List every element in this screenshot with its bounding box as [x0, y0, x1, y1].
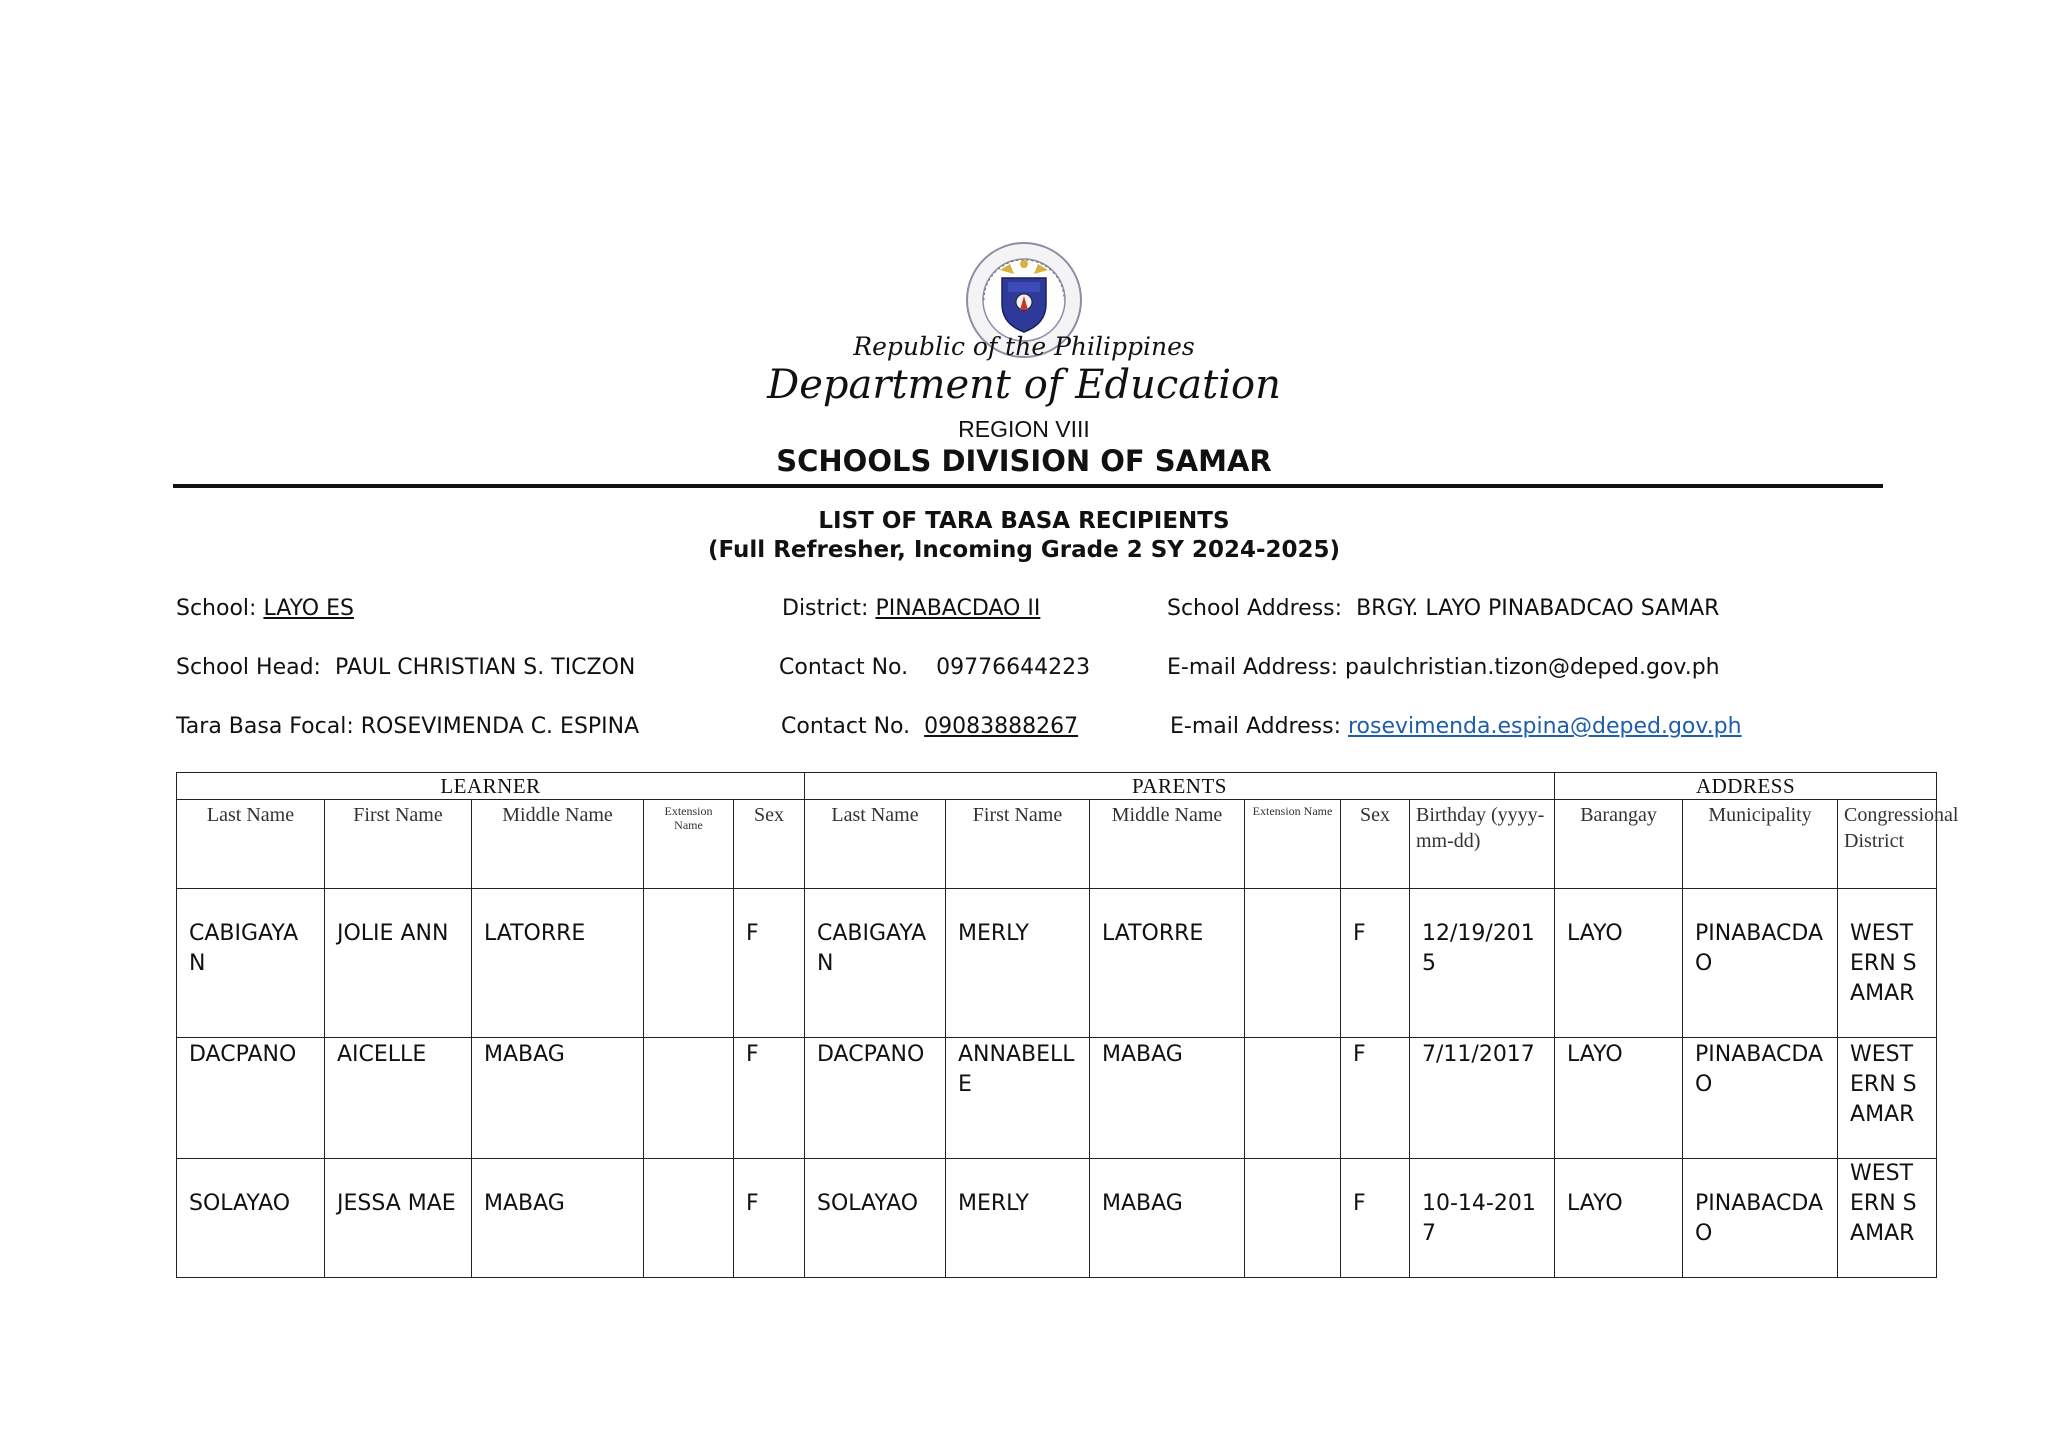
head-contact-label: Contact No. [779, 655, 909, 680]
table-row [177, 1159, 1937, 1278]
focal-email-field [1170, 714, 1742, 739]
learner-group-header: LEARNER [177, 773, 805, 800]
head-email-value: paulchristian.tizon@deped.gov.ph [1345, 655, 1720, 680]
focal-field [176, 714, 639, 739]
table-cell: DACPANO [177, 1038, 325, 1159]
table-cell: SOLAYAO [805, 1159, 946, 1278]
recipients-table [176, 772, 1959, 1278]
department-heading: Department of Education [767, 362, 1281, 408]
table-cell: MERLY [946, 1159, 1090, 1278]
column-header: Sex [1341, 800, 1410, 889]
school-address-label: School Address: [1167, 596, 1343, 621]
table-cell [1245, 1038, 1341, 1159]
table-cell: MABAG [472, 1159, 644, 1278]
district-value: PINABACDAO II [875, 596, 1041, 621]
column-header: Sex [734, 800, 805, 889]
parents-group-header: PARENTS [805, 773, 1555, 800]
table-cell [1245, 889, 1341, 1038]
region-heading: REGION VIII [958, 416, 1090, 442]
school-head-field [176, 655, 635, 680]
document-title: LIST OF TARA BASA RECIPIENTS [818, 508, 1230, 534]
table-cell: WESTERN SAMAR [1838, 1038, 1937, 1159]
table-cell: PINABACDAO [1683, 1038, 1838, 1159]
republic-heading: Republic of the Philippines [853, 332, 1195, 361]
focal-contact-field [781, 714, 1078, 739]
table-row [177, 1038, 1937, 1159]
table-cell: MABAG [1090, 1038, 1245, 1159]
focal-label: Tara Basa Focal: [176, 714, 354, 739]
division-heading: SCHOOLS DIVISION OF SAMAR [776, 444, 1272, 478]
table-cell: LAYO [1555, 889, 1683, 1038]
table-cell: LATORRE [1090, 889, 1245, 1038]
column-header: Extension Name [1245, 800, 1341, 889]
document-subtitle: (Full Refresher, Incoming Grade 2 SY 2024-2025) [707, 537, 1341, 563]
table-cell [1245, 1159, 1341, 1278]
table-cell: F [734, 889, 805, 1038]
table-cell: F [734, 1038, 805, 1159]
school-address-value: BRGY. LAYO PINABADCAO SAMAR [1356, 596, 1720, 621]
column-header: Barangay [1555, 800, 1683, 889]
table-cell: MABAG [1090, 1159, 1245, 1278]
district-label: District: [782, 596, 869, 621]
table-cell: WESTERN SAMAR [1838, 1159, 1937, 1278]
table-cell: CABIGAYAN [805, 889, 946, 1038]
table-cell [644, 1038, 734, 1159]
table-cell: F [734, 1159, 805, 1278]
table-cell: AICELLE [325, 1038, 472, 1159]
table-cell: ANNABELLE [946, 1038, 1090, 1159]
school-field [176, 596, 354, 621]
table-cell: 10-14-2017 [1410, 1159, 1555, 1278]
table-cell: CABIGAYAN [177, 889, 325, 1038]
table-cell [644, 1159, 734, 1278]
table-cell: LAYO [1555, 1159, 1683, 1278]
column-header: Extension Name [644, 800, 734, 889]
head-email-label: E-mail Address: [1167, 655, 1338, 680]
table-cell: DACPANO [805, 1038, 946, 1159]
school-head-label: School Head: [176, 655, 321, 680]
table-row [177, 889, 1937, 1038]
table-cell: 12/19/2015 [1410, 889, 1555, 1038]
table-cell: PINABACDAO [1683, 1159, 1838, 1278]
table-cell: LAYO [1555, 1038, 1683, 1159]
table-cell: SOLAYAO [177, 1159, 325, 1278]
head-email-field [1167, 655, 1720, 680]
group-header-row [177, 773, 1937, 800]
table-cell: MERLY [946, 889, 1090, 1038]
school-address-field [1167, 596, 1719, 621]
table-cell: 7/11/2017 [1410, 1038, 1555, 1159]
table-cell: JOLIE ANN [325, 889, 472, 1038]
column-header: Last Name [805, 800, 946, 889]
column-header: Middle Name [472, 800, 644, 889]
table-cell: F [1341, 1038, 1410, 1159]
focal-contact-label: Contact No. [781, 714, 911, 739]
district-field [782, 596, 1040, 621]
focal-email-link[interactable]: rosevimenda.espina@deped.gov.ph [1348, 714, 1742, 739]
school-value: LAYO ES [263, 596, 354, 621]
header-divider [173, 484, 1883, 488]
table-cell: MABAG [472, 1038, 644, 1159]
column-header: First Name [325, 800, 472, 889]
table-cell: F [1341, 889, 1410, 1038]
focal-contact-value: 09083888267 [924, 714, 1079, 739]
table-cell: F [1341, 1159, 1410, 1278]
focal-email-label: E-mail Address: [1170, 714, 1341, 739]
column-header: Birthday (yyyy-mm-dd) [1410, 800, 1555, 889]
school-label: School: [176, 596, 257, 621]
address-group-header: ADDRESS [1555, 773, 1937, 800]
table-cell: JESSA MAE [325, 1159, 472, 1278]
school-head-value: PAUL CHRISTIAN S. TICZON [334, 655, 636, 680]
column-header: Municipality [1683, 800, 1838, 889]
column-header: Congressional District [1838, 800, 1937, 889]
head-contact-value: 09776644223 [936, 655, 1091, 680]
column-header: Last Name [177, 800, 325, 889]
table-cell: LATORRE [472, 889, 644, 1038]
focal-value: ROSEVIMENDA C. ESPINA [360, 714, 640, 739]
table-cell [644, 889, 734, 1038]
column-header: Middle Name [1090, 800, 1245, 889]
table-cell: PINABACDAO [1683, 889, 1838, 1038]
table-cell: WESTERN SAMAR [1838, 889, 1937, 1038]
column-header-row [177, 800, 1937, 889]
head-contact-field [779, 655, 1090, 680]
column-header: First Name [946, 800, 1090, 889]
